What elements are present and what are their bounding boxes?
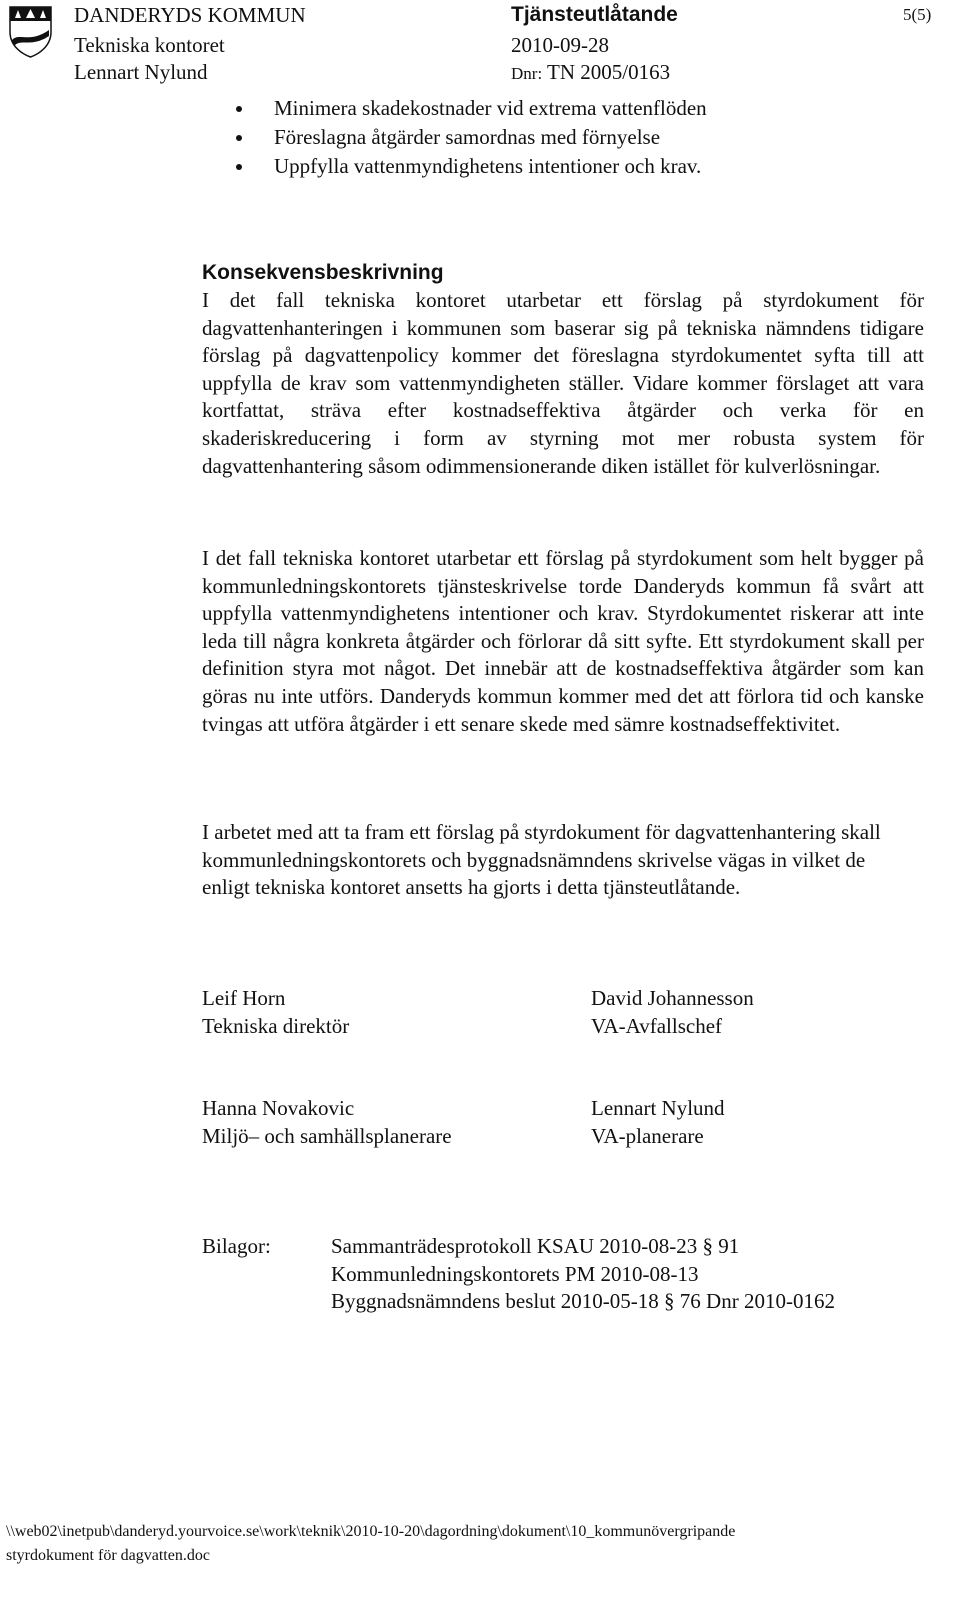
signer-title: VA-planerare: [591, 1123, 704, 1148]
list-item: Byggnadsnämndens beslut 2010-05-18 § 76 Dnr 2010-0162: [331, 1289, 835, 1314]
signer-name: Leif Horn: [202, 986, 286, 1010]
attachments-list: [331, 1233, 835, 1316]
paragraph-conclusion: I arbetet med att ta fram ett förslag på styrdokument för dagvattenhantering skall kommunledningskontorets och byggnadsnämndens skrivelse vägas in vilket de enligt tekniska kontoret ansetts ha gjorts i detta tjänsteutlåtande.: [202, 820, 881, 900]
goal-list: [236, 94, 916, 181]
list-item: Föreslagna åtgärder samordnas med förnyelse: [236, 123, 916, 152]
paragraph-consequence-2: I det fall tekniska kontoret utarbetar ett förslag på styrdokument som helt bygger på kommunledningskontorets tjänsteskrivelse torde Danderyds kommun få svårt att uppfylla vattenmyndighetens intentioner och krav. Styrdokumentet riskerar att inte leda till några konkreta åtgärder och förlorar då sitt syfte. Ett styrdokument skall per definition styra mot något. Det innebär att de kostnadseffektiva åtgärder som kan göras nu inte utförs. Danderyds kommun kommer med det att förlora tid och kanske tvingas att utföra åtgärder i ett senare skede med sämre kostnadseffektivitet.: [202, 546, 924, 736]
municipality-logo-icon: [9, 6, 52, 58]
diary-number: [511, 60, 670, 86]
signature-block: [202, 985, 349, 1040]
diary-number-value: TN 2005/0163: [547, 60, 671, 84]
signer-title: VA-Avfallschef: [591, 1013, 723, 1038]
office-name: Tekniska kontoret: [74, 33, 225, 57]
list-item: Minimera skadekostnader vid extrema vattenflöden: [236, 94, 916, 123]
document-type: Tjänsteutlåtande: [511, 3, 678, 26]
signer-title: Miljö– och samhällsplanerare: [202, 1123, 452, 1148]
list-item: Sammanträdesprotokoll KSAU 2010-08-23 § 91: [331, 1234, 740, 1258]
signer-name: David Johannesson: [591, 986, 754, 1010]
list-item: Uppfylla vattenmyndighetens intentioner och krav.: [236, 152, 916, 181]
file-name: styrdokument för dagvatten.doc: [6, 1547, 210, 1564]
signer-name: Lennart Nylund: [591, 1096, 725, 1120]
page-number: 5(5): [903, 5, 932, 24]
municipality-name: DANDERYDS KOMMUN: [74, 3, 306, 27]
signer-title: Tekniska direktör: [202, 1013, 350, 1038]
signature-block: [591, 1095, 725, 1150]
attachments-label: Bilagor:: [202, 1234, 271, 1258]
signer-name: Hanna Novakovic: [202, 1096, 355, 1120]
list-item: Kommunledningskontorets PM 2010-08-13: [331, 1261, 699, 1286]
section-heading: Konsekvensbeskrivning: [202, 261, 444, 284]
signature-block: [202, 1095, 452, 1150]
document-date: 2010-09-28: [511, 33, 609, 57]
author-name: Lennart Nylund: [74, 60, 208, 84]
diary-number-label: Dnr:: [511, 64, 543, 83]
file-path: \\web02\inetpub\danderyd.yourvoice.se\work\teknik\2010-10-20\dagordning\dokument\10_kommunövergripande: [6, 1523, 736, 1540]
signature-block: [591, 985, 754, 1040]
paragraph-consequence-1: I det fall tekniska kontoret utarbetar ett förslag på styrdokument för dagvattenhanteringen i kommunen som baserar sig på tekniska nämndens tidigare förslag på dagvattenpolicy kommer det föreslagna styrdokumentet syfta till att uppfylla de krav som vattenmyndigheten ställer. Vidare kommer förslaget att vara kortfattat, sträva efter kostnadseffektiva åtgärder och verka för en skaderiskreducering i form av styrning mot mer robusta system för dagvattenhantering såsom odimmensionerande diken istället för kulverlösningar.: [202, 288, 924, 478]
